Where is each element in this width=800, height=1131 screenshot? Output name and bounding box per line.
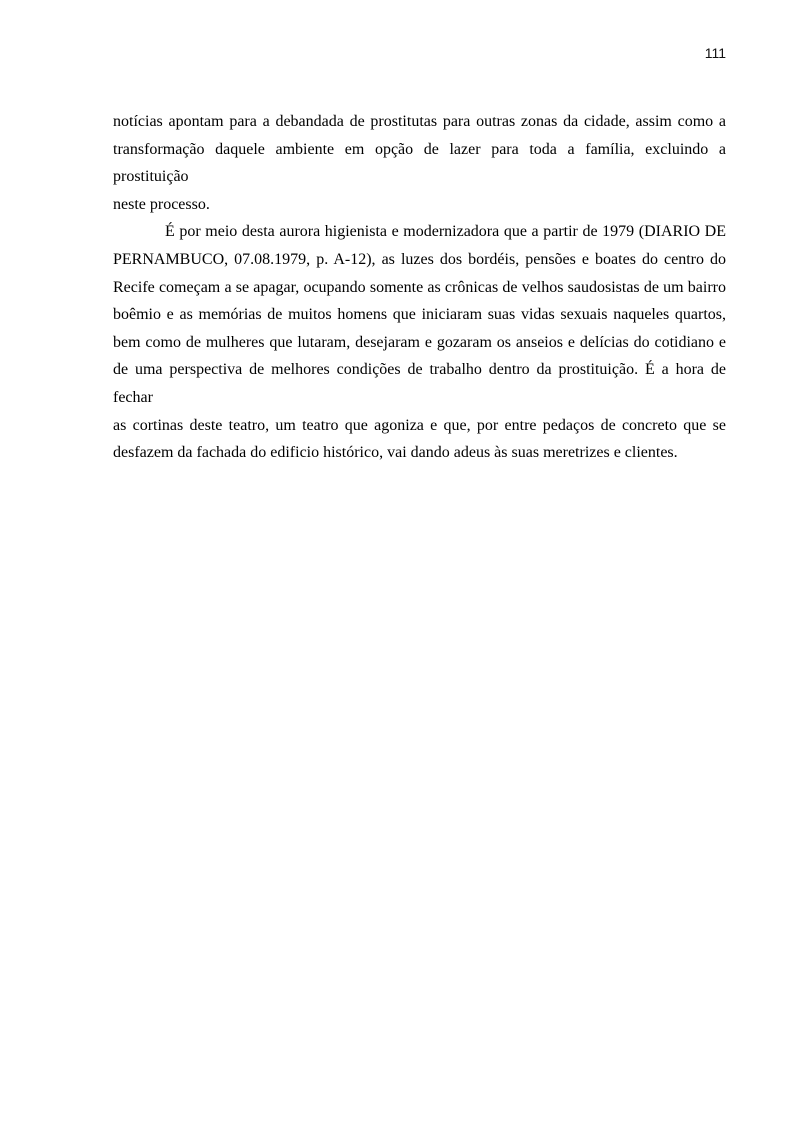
- text-line: notícias apontam para a debandada de prostitutas para outras zonas da cidade, assim como a: [113, 113, 726, 130]
- text-line: bem como de mulheres que lutaram, desejaram e gozaram os anseios e delícias do cotidiano e: [113, 333, 726, 351]
- text-line: de uma perspectiva de melhores condições de trabalho dentro da prostituição. É a hora de fechar: [113, 361, 726, 406]
- text-line: Recife começam a se apagar, ocupando somente as crônicas de velhos saudosistas de um bairro: [113, 278, 726, 296]
- text-line: transformação daquele ambiente em opção de lazer para toda a família, excluindo a prostituição: [113, 140, 726, 186]
- text-line: boêmio e as memórias de muitos homens que iniciaram suas vidas sexuais naqueles quartos,: [113, 306, 726, 324]
- text-line: as cortinas deste teatro, um teatro que agoniza e que, por entre pedaços de concreto que se: [113, 416, 726, 434]
- body-text: [113, 108, 726, 467]
- text-line: PERNAMBUCO, 07.08.1979, p. A-12), as luzes dos bordéis, pensões e boates do centro do: [113, 250, 726, 268]
- text-line: desfazem da fachada do edificio histórico, vai dando adeus às suas meretrizes e clientes.: [113, 444, 678, 462]
- paragraph-1: [113, 108, 726, 218]
- page-number: 111: [704, 45, 726, 61]
- text-line: neste processo.: [113, 195, 210, 213]
- paragraph-2: [113, 218, 726, 466]
- text-line: É por meio desta aurora higienista e modernizadora que a partir de 1979 (DIARIO DE: [165, 223, 726, 241]
